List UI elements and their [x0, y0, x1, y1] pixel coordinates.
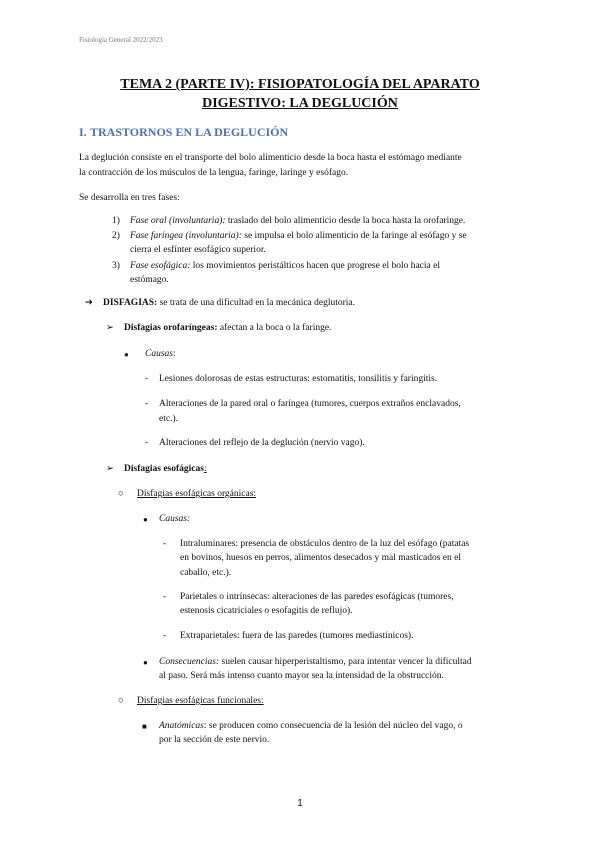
phase-3-number: 3) [112, 261, 120, 271]
dash-bullet-icon: - [145, 438, 149, 448]
title-line-1: TEMA 2 (PARTE IV): FISIOPATOLOGÍA DEL APARATO [120, 77, 480, 92]
title-line-2: DIGESTIVO: LA DEGLUCIÓN [202, 96, 398, 111]
intro-line-2: la contracción de los músculos de la lengua, faringe, laringe y esófago. [79, 168, 349, 178]
dash-bullet-icon: - [163, 592, 167, 602]
phase-1-term: Fase oral (involuntaria): [130, 216, 226, 226]
disfagias-text: se trata de una dificultad en la mecánica deglutoria. [157, 298, 356, 308]
org-cause-1-line-1: Intraluminares: presencia de obstáculos dentro de la luz del esófago (patatas [180, 539, 470, 549]
organicas-causes-label: Causas: [159, 514, 191, 524]
org-cause-1-line-2: en bovinos, huesos en perros, alimentos desecados y mal masticados en el [180, 553, 461, 563]
dash-bullet-icon: - [163, 631, 167, 641]
funcionales-anatomicas [159, 719, 463, 734]
triangle-bullet-icon: ➢ [106, 323, 114, 333]
org-cause-2-line-2: estenosis cicatriciales o esofagitis de reflujo). [180, 606, 353, 616]
orofaringeas [124, 321, 331, 336]
phase-1-number: 1) [112, 216, 120, 226]
phase-3-text: los movimientos peristálticos hacen que progrese el bolo hacia el [190, 261, 440, 271]
triangle-bullet-icon: ➢ [106, 464, 114, 474]
dash-bullet-icon: - [163, 539, 167, 549]
dot-bullet-icon: ● [124, 350, 129, 359]
consequences-line-2: al paso. Será más intenso cuanto mayor sea la intensidad de la obstrucción. [159, 671, 444, 681]
phase-2-number: 2) [112, 231, 120, 241]
phase-3-term: Fase esofágica: [130, 261, 191, 271]
phase-1 [130, 214, 465, 229]
dot-bullet-icon: ● [143, 658, 148, 667]
orofaringeas-causes [145, 347, 176, 362]
square-bullet-icon: ■ [142, 722, 147, 731]
org-cause-1-line-3: caballo, etc.). [180, 568, 232, 578]
orofaringeas-term: Disfagias orofaríngeas: [124, 323, 218, 333]
phase-3 [130, 259, 440, 274]
oro-cause-2-line-2: etc.). [159, 414, 178, 424]
phase-2-line-2: cierra el esfínter esofágico superior. [130, 245, 266, 255]
orofaringeas-causes-label: Causas [145, 349, 173, 359]
phase-2-text: se impulsa el bolo alimenticio de la faringe al esófago y se [241, 231, 467, 241]
disfagias-definition [103, 296, 355, 311]
dash-bullet-icon: - [145, 399, 149, 409]
anatomicas-text: : se producen como consecuencia de la lesión del núcleo del vago, o [203, 721, 463, 731]
phase-2-term: Fase faríngea (involuntaria): [130, 231, 242, 241]
phase-2 [130, 229, 467, 244]
phase-1-text: traslado del bolo alimenticio desde la boca hasta la orofaringe. [225, 216, 466, 226]
page-number: 1 [297, 798, 303, 809]
org-cause-2-line-1: Parietales o intrínsecas: alteraciones de las paredes esofágicas (tumores, [180, 592, 454, 602]
phases-intro: Se desarrolla en tres fases: [79, 193, 180, 203]
dot-bullet-icon: ● [143, 515, 148, 524]
dash-bullet-icon: - [145, 374, 149, 384]
intro-line-1: La deglución consiste en el transporte del bolo alimenticio desde la boca hasta el estómago mediante [79, 153, 462, 163]
esofagicas [124, 462, 207, 477]
section-title: TRASTORNOS EN LA DEGLUCIÓN [90, 125, 289, 139]
funcionales-label: Disfagias esofágicas funcionales: [137, 696, 264, 706]
esofagicas-term: Disfagias esofágicas [124, 464, 204, 474]
organicas-label: Disfagias esofágicas orgánicas: [137, 489, 257, 499]
page-title [0, 75, 600, 113]
orofaringeas-causes-colon: : [172, 349, 176, 359]
anatomicas-line-2: por la sección de este nervio. [159, 735, 270, 745]
anatomicas-label: Anatómicas [159, 721, 204, 731]
organicas-causes [159, 512, 190, 527]
circle-bullet-icon: ○ [118, 489, 124, 499]
consequences-text: suelen causar hiperperistaltismo, para intentar vencer la dificultad [219, 657, 472, 667]
circle-bullet-icon: ○ [118, 696, 124, 706]
orofaringeas-text: afectan a la boca o la faringe. [217, 323, 332, 333]
disfagias-term: DISFAGIAS: [103, 298, 158, 308]
section-heading [79, 125, 289, 140]
oro-cause-3: Alteraciones del reflejo de la deglución (nervio vago). [159, 438, 365, 448]
org-cause-3: Extraparietales: fuera de las paredes (tumores mediastínicos). [180, 631, 414, 641]
oro-cause-2: Alteraciones de la pared oral o faríngea (tumores, cuerpos extraños enclavados, [159, 399, 461, 409]
arrow-bullet-icon: ➔ [85, 298, 93, 308]
phase-3-line-2: estómago. [130, 275, 169, 285]
oro-cause-1: Lesiones dolorosas de estas estructuras: estomatitis, tonsilitis y faringitis. [159, 374, 438, 384]
consequences-label: Consecuencias: [159, 657, 220, 667]
organicas-consequences [159, 655, 472, 670]
esofagicas-colon: : [203, 464, 207, 474]
running-header: Fisiología General 2022/2023 [79, 36, 163, 44]
section-number: I. [79, 125, 87, 139]
